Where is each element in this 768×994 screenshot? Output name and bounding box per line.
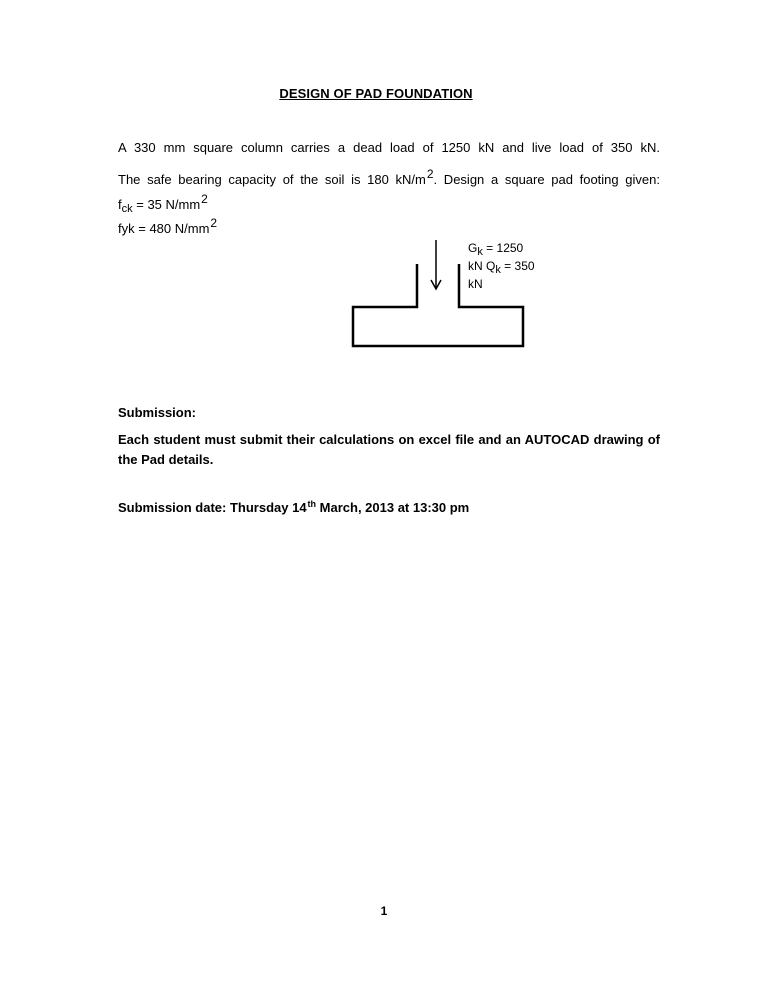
fck-subscript: ck	[121, 203, 133, 215]
fck-superscript: 2	[201, 192, 208, 206]
fck-value: = 35 N/mm	[132, 197, 201, 212]
kn-line: kN	[468, 277, 483, 291]
submission-date-text-end: March, 2013 at 13:30 pm	[316, 500, 470, 515]
qk-prefix: kN Q	[468, 259, 496, 273]
gk-symbol: G	[468, 241, 478, 255]
intro-line-2-text: The safe bearing capacity of the soil is 180 kN/m	[118, 172, 426, 187]
gk-value: = 1250	[482, 241, 524, 255]
gk-line	[468, 240, 558, 258]
document-title: DESIGN OF PAD FOUNDATION	[279, 86, 473, 101]
intro-line-2	[118, 167, 660, 190]
qk-line	[468, 258, 558, 276]
submission-date	[118, 498, 660, 519]
fck-symbol: f	[118, 197, 122, 212]
submission-date-text: Submission date: Thursday 14	[118, 500, 307, 515]
intro-line-1: A 330 mm square column carries a dead load of 1250 kN and live load of 350 kN.	[118, 140, 660, 155]
fyk-symbol: fyk	[118, 221, 135, 236]
load-label	[468, 240, 558, 293]
fyk-superscript: 2	[210, 216, 218, 230]
fyk-value: = 480 N/mm	[134, 221, 210, 236]
submission-heading: Submission:	[118, 405, 197, 420]
submission-date-superscript: th	[307, 499, 317, 509]
qk-subscript: k	[495, 264, 501, 276]
submission-text: Each student must submit their calculations on excel file and an AUTOCAD drawing of the Pad details.	[118, 432, 660, 467]
gk-subscript: k	[477, 246, 483, 258]
intro-line-2-superscript: 2	[426, 167, 434, 181]
intro-line-2-text-end: . Design a square pad footing given:	[433, 172, 660, 187]
fck-line	[118, 192, 660, 216]
qk-value: = 350	[500, 259, 535, 273]
page-number: 1	[380, 904, 388, 918]
